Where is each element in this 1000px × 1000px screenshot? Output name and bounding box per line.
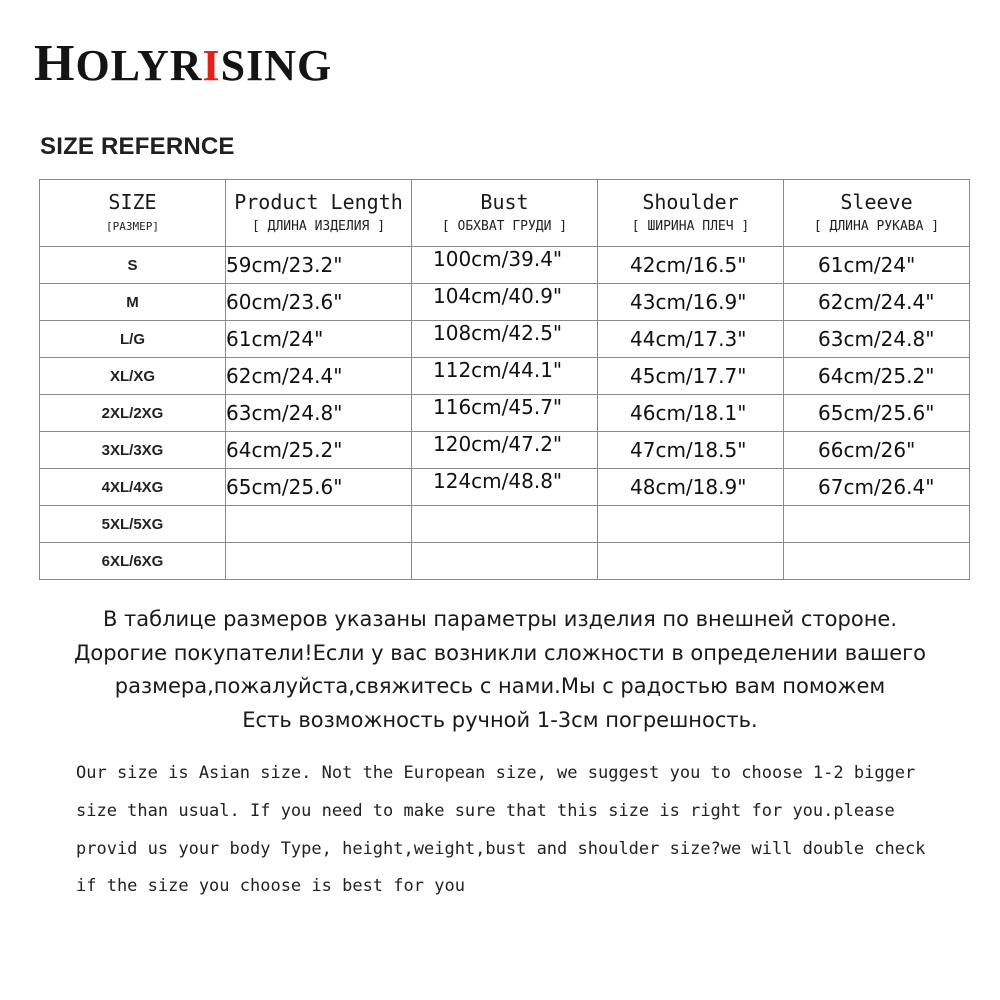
length-cell [226, 506, 412, 543]
en-note-line: provid us your body Type, height,weight,bust and shoulder size?we will double check [76, 838, 926, 859]
header-label-ru: [РАЗМЕР] [106, 220, 159, 233]
table-row [40, 543, 970, 580]
ru-note-line: размера,пожалуйста,свяжитесь с нами.Мы с радостью вам поможем [114, 674, 886, 698]
sleeve-cell: 61cm/24" [784, 247, 970, 284]
russian-notes [20, 603, 980, 737]
bust-cell: 116cm/45.7" [412, 395, 598, 432]
length-cell: 61cm/24" [226, 321, 412, 358]
shoulder-cell: 45cm/17.7" [598, 358, 784, 395]
section-title: SIZE REFERNCE [40, 133, 235, 160]
shoulder-cell: 43cm/16.9" [598, 284, 784, 321]
en-note-line: Our size is Asian size. Not the European size, we suggest you to choose 1-2 bigger [76, 763, 916, 783]
length-cell: 60cm/23.6" [226, 284, 412, 321]
bust-cell: 104cm/40.9" [412, 284, 598, 321]
length-cell: 59cm/23.2" [226, 247, 412, 284]
header-sleeve [784, 180, 970, 247]
table-row [40, 395, 970, 432]
length-cell: 63cm/24.8" [226, 395, 412, 432]
table-row [40, 284, 970, 321]
bust-cell [412, 506, 598, 543]
table-header-row [40, 180, 970, 247]
english-notes [76, 755, 986, 906]
size-cell: M [40, 284, 226, 321]
ru-note-line: Есть возможность ручной 1-3см погрешность. [242, 707, 758, 732]
header-label: SIZE [108, 190, 157, 214]
en-note-line: if the size you choose is best for you [76, 876, 465, 897]
size-table [39, 179, 970, 580]
sleeve-cell: 63cm/24.8" [784, 321, 970, 358]
length-cell [226, 543, 412, 580]
shoulder-cell [598, 506, 784, 543]
sleeve-cell [784, 543, 970, 580]
header-label: Sleeve [840, 190, 913, 214]
ru-note-line: Дорогие покупатели!Если у вас возникли сложности в определении вашего [73, 640, 926, 665]
header-label: Bust [480, 190, 529, 214]
header-product-length [226, 180, 412, 247]
size-cell: XL/XG [40, 358, 226, 395]
size-cell: S [40, 247, 226, 284]
header-label: Shoulder [642, 190, 739, 214]
header-size [40, 180, 226, 247]
bust-cell: 112cm/44.1" [412, 358, 598, 395]
header-bust [412, 180, 598, 247]
table-row [40, 432, 970, 469]
shoulder-cell: 46cm/18.1" [598, 395, 784, 432]
table-row [40, 247, 970, 284]
shoulder-cell: 47cm/18.5" [598, 432, 784, 469]
sleeve-cell: 65cm/25.6" [784, 395, 970, 432]
sleeve-cell: 62cm/24.4" [784, 284, 970, 321]
brand-logo-mid: OLYR [75, 41, 203, 90]
sleeve-cell: 64cm/25.2" [784, 358, 970, 395]
sleeve-cell: 67cm/26.4" [784, 469, 970, 506]
en-note-line: size than usual. If you need to make sure that this size is right for you.please [76, 800, 895, 821]
bust-cell: 120cm/47.2" [412, 432, 598, 469]
size-cell: 3XL/3XG [40, 432, 226, 469]
table-row [40, 469, 970, 506]
table-row [40, 506, 970, 543]
size-cell: 6XL/6XG [40, 543, 226, 580]
length-cell: 62cm/24.4" [226, 358, 412, 395]
length-cell: 65cm/25.6" [226, 469, 412, 506]
shoulder-cell: 42cm/16.5" [598, 247, 784, 284]
size-cell: L/G [40, 321, 226, 358]
shoulder-cell [598, 543, 784, 580]
size-cell: 4XL/4XG [40, 469, 226, 506]
header-shoulder [598, 180, 784, 247]
brand-logo-end: SING [220, 41, 333, 90]
shoulder-cell: 48cm/18.9" [598, 469, 784, 506]
sleeve-cell: 66cm/26" [784, 432, 970, 469]
sleeve-cell [784, 506, 970, 543]
bust-cell [412, 543, 598, 580]
bust-cell: 100cm/39.4" [412, 247, 598, 284]
header-label-ru: [ ШИРИНА ПЛЕЧ ] [631, 219, 750, 234]
brand-logo-accent: I [202, 41, 221, 90]
header-label-ru: [ ДЛИНА ИЗДЕЛИЯ ] [251, 219, 386, 234]
bust-cell: 124cm/48.8" [412, 469, 598, 506]
header-label: Product Length [234, 190, 403, 214]
ru-note-line: В таблице размеров указаны параметры изделия по внешней стороне. [102, 607, 898, 631]
length-cell: 64cm/25.2" [226, 432, 412, 469]
table-row [40, 321, 970, 358]
shoulder-cell: 44cm/17.3" [598, 321, 784, 358]
brand-logo-initial: H [34, 35, 76, 92]
size-cell: 5XL/5XG [40, 506, 226, 543]
header-label-ru: [ ДЛИНА РУКАВА ] [813, 219, 940, 234]
bust-cell: 108cm/42.5" [412, 321, 598, 358]
size-cell: 2XL/2XG [40, 395, 226, 432]
header-label-ru: [ ОБХВАТ ГРУДИ ] [441, 219, 568, 234]
table-row [40, 358, 970, 395]
brand-logo [34, 36, 332, 92]
